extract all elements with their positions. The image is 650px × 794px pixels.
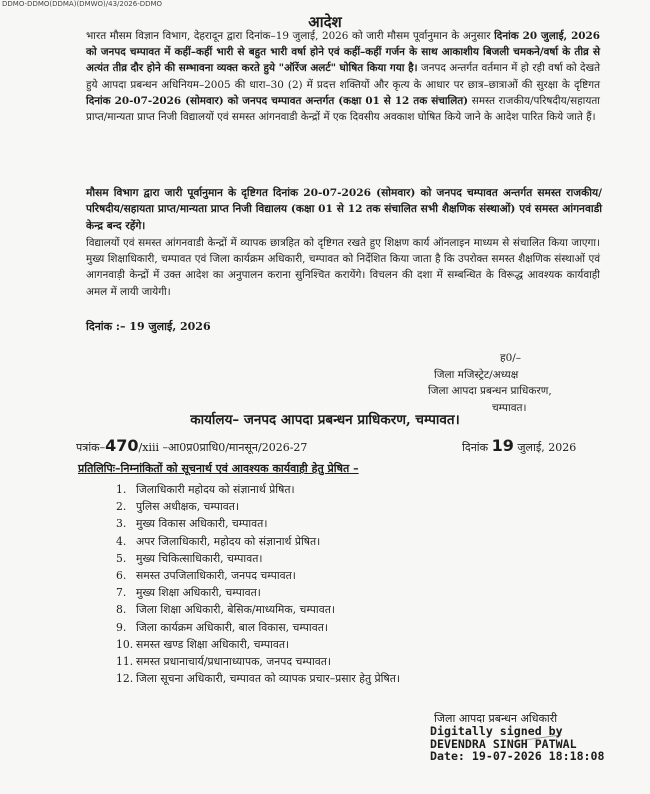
list-item-number: 1.	[116, 483, 127, 496]
ref-date-prefix: दिनांक	[462, 441, 489, 454]
copy-to-list	[116, 481, 536, 687]
list-item	[116, 584, 536, 601]
list-item-number: 6.	[116, 568, 127, 582]
digital-signature-label: Digitally signed by	[430, 724, 563, 738]
ref-date-day: 19	[491, 436, 514, 455]
list-item-text: मुख्य शिक्षा अधिकारी, चम्पावत।	[136, 586, 261, 600]
para1-text-3: समस्त राजकीय/परिषदीय/सहायता प्राप्त/मान्यता प्राप्त निजी विद्यालयों एवं समस्त आंगनवाडी केन्द्रों में एक दिवसीय अवकाश घोषित किये जाने के आदेश पारित किये जाते हैं।	[86, 94, 600, 124]
list-item-text: मुख्य चिकित्साधिकारी, चम्पावत।	[136, 551, 263, 565]
para1-text-2: जनपद अन्तर्गत वर्तमान में हो रही वर्षा को देखते हुये आपदा प्रबन्धन अधिनियम–2005 की धारा–30 (2) में प्रदत्त शक्तियों और कृत्य के आधार पर छात्र–छात्राओं की सुरक्षा के दृष्टिगत	[86, 62, 600, 91]
signed-mark: ह0/–	[500, 352, 522, 364]
list-item	[116, 601, 536, 618]
top-reference-code: DDMO-DDMO(DDMA)(DMWO)/43/2026-DDMO	[2, 0, 163, 8]
list-item	[116, 498, 536, 515]
list-item-number: 7.	[116, 586, 127, 600]
list-item-text: समस्त उपजिलाधिकारी, जनपद चम्पावत।	[136, 568, 296, 582]
list-item-text: अपर जिलाधिकारी, महोदय को संज्ञानार्थ प्रेषित।	[136, 534, 321, 548]
list-item	[116, 670, 536, 687]
list-item	[116, 653, 536, 670]
list-item-text: जिला कार्यक्रम अधिकारी, बाल विकास, चम्पावत।	[136, 620, 328, 634]
magistrate-signature-block	[420, 350, 620, 416]
order-paragraph-3: विद्यालयों एवं समस्त आंगनवाडी केन्द्रों में व्यापक छात्रहित को दृष्टिगत रखते हुए शिक्षण कार्य ऑनलाइन माध्यम से संचालित किया जाएगा। मुख्य शिक्षाधिकारी, चम्पावत एवं जिला कार्यक्रम अधिकारी, चम्पावत को निर्देशित किया जाता है कि उपरोक्त समस्त शैक्षणिक संस्थाओं एवं आगनवाड़ी केन्द्रों में उक्त आदेश का अनुपालन कराना सुनिश्चित करायेंगे। विचलन की दशा में सम्बन्धित के विरूद्ध आवश्यक कार्यवाही अमल में लायी जायेगी।	[86, 237, 600, 298]
ref-prefix: पत्रांक–	[76, 441, 106, 454]
list-item-text: जिला शिक्षा अधिकारी, बेसिक/माध्यमिक, चम्पावत।	[136, 603, 335, 617]
list-item	[116, 619, 536, 636]
list-item-number: 10.	[116, 637, 134, 651]
list-item-text: पुलिस अधीक्षक, चम्पावत।	[136, 500, 240, 514]
para1-text-1: भारत मौसम विज्ञान विभाग, देहरादून द्वारा दिनांक–19 जुलाई, 2026 को जारी मौसम पूर्वानुमान के अनुसार	[86, 30, 495, 42]
digital-signature-date: Date: 19-07-2026 18:18:08	[430, 749, 605, 763]
ref-date	[462, 436, 576, 455]
signatory-designation: जिला मजिस्ट्रेट/अध्यक्ष	[434, 368, 519, 381]
list-item-text: जिला सूचना अधिकारी, चम्पावत को व्यापक प्रचार–प्रसार हेतु प्रेषित।	[136, 672, 400, 686]
list-item	[116, 515, 536, 532]
list-item-text: मुख्य विकास अधिकारी, चम्पावत।	[136, 517, 268, 531]
list-item-number: 5.	[116, 551, 127, 565]
copy-to-heading: प्रतिलिपिः–निम्नांकितों को सूचनार्थ एवं आवश्यक कार्यवाही हेतु प्रेषित –	[78, 462, 359, 475]
list-item	[116, 481, 536, 498]
digital-signature-name: DEVENDRA SINGH PATWAL	[430, 736, 577, 751]
list-item-number: 2.	[116, 500, 127, 514]
list-item-number: 11.	[116, 654, 134, 668]
list-item-number: 8.	[116, 603, 127, 617]
list-item-text: समस्त प्रधानाचार्य/प्रधानाध्यापक, जनपद चम्पावत।	[136, 654, 332, 668]
para1-bold-2: दिनांक 20-07-2026 (सोमवार) को जनपद चम्पावत अन्तर्गत (कक्षा 01 से 12 तक संचालित)	[86, 94, 469, 107]
order-paragraph-2: मौसम विभाग द्वारा जारी पूर्वानुमान के दृष्टिगत दिनांक 20-07-2026 (सोमवार) को जनपद चम्पावत अन्तर्गत समस्त राजकीय/परिषदीय/सहायता प्राप्त/मान्यता प्राप्त निजी विद्यालय (कक्षा 01 से 12 तक संचालित सभी शैक्षणिक संस्थाओं) एवं समस्त आंगनवाडी केन्द्र बन्द रहेंगे।	[86, 187, 602, 232]
list-item	[116, 567, 536, 584]
office-heading: कार्यालय– जनपद आपदा प्रबन्धन प्राधिकरण, चम्पावत।	[190, 412, 460, 428]
ref-number: 470	[105, 436, 139, 455]
list-item	[116, 533, 536, 550]
page-title: आदेश	[308, 13, 342, 31]
order-paragraph-1	[86, 28, 600, 125]
list-item-number: 3.	[116, 517, 127, 531]
list-item-number: 12.	[116, 672, 134, 686]
signatory-district: चम्पावत।	[492, 401, 527, 414]
para1-bold-1: दिनांक 20 जुलाई, 2026 को जनपद चम्पावत में कहीं–कहीं भारी से बहुत भारी वर्षा होने एवं कहीं–कहीं गर्जन के साथ आकाशीय बिजली चमकने/वर्षा के तीव्र से अत्यंत तीव्र दौर होने की सम्भावना व्यक्त करते हुये "ऑरेंज अलर्ट" घोषित किया गया है।	[86, 30, 600, 75]
order-date: दिनांक :– 19 जुलाई, 2026	[86, 320, 211, 333]
dm-officer-designation: जिला आपदा प्रबन्धन अधिकारी	[434, 712, 558, 725]
list-item-number: 9.	[116, 620, 127, 634]
letter-reference-line	[76, 436, 606, 455]
list-item	[116, 636, 536, 653]
list-item-text: जिलाधिकारी महोदय को संज्ञानार्थ प्रेषित।	[136, 483, 295, 496]
ref-date-suffix: जुलाई, 2026	[517, 441, 577, 454]
list-item-number: 4.	[116, 534, 127, 548]
ref-suffix: /xiii –आ0प्र0प्राधि0/मानसून/2026-27	[138, 441, 308, 454]
digital-signature-block	[430, 725, 645, 763]
signatory-authority: जिला आपदा प्रबन्धन प्राधिकरण,	[428, 385, 552, 397]
list-item	[116, 550, 536, 567]
list-item-text: समस्त खण्ड शिक्षा अधिकारी, चम्पावत।	[136, 637, 290, 651]
